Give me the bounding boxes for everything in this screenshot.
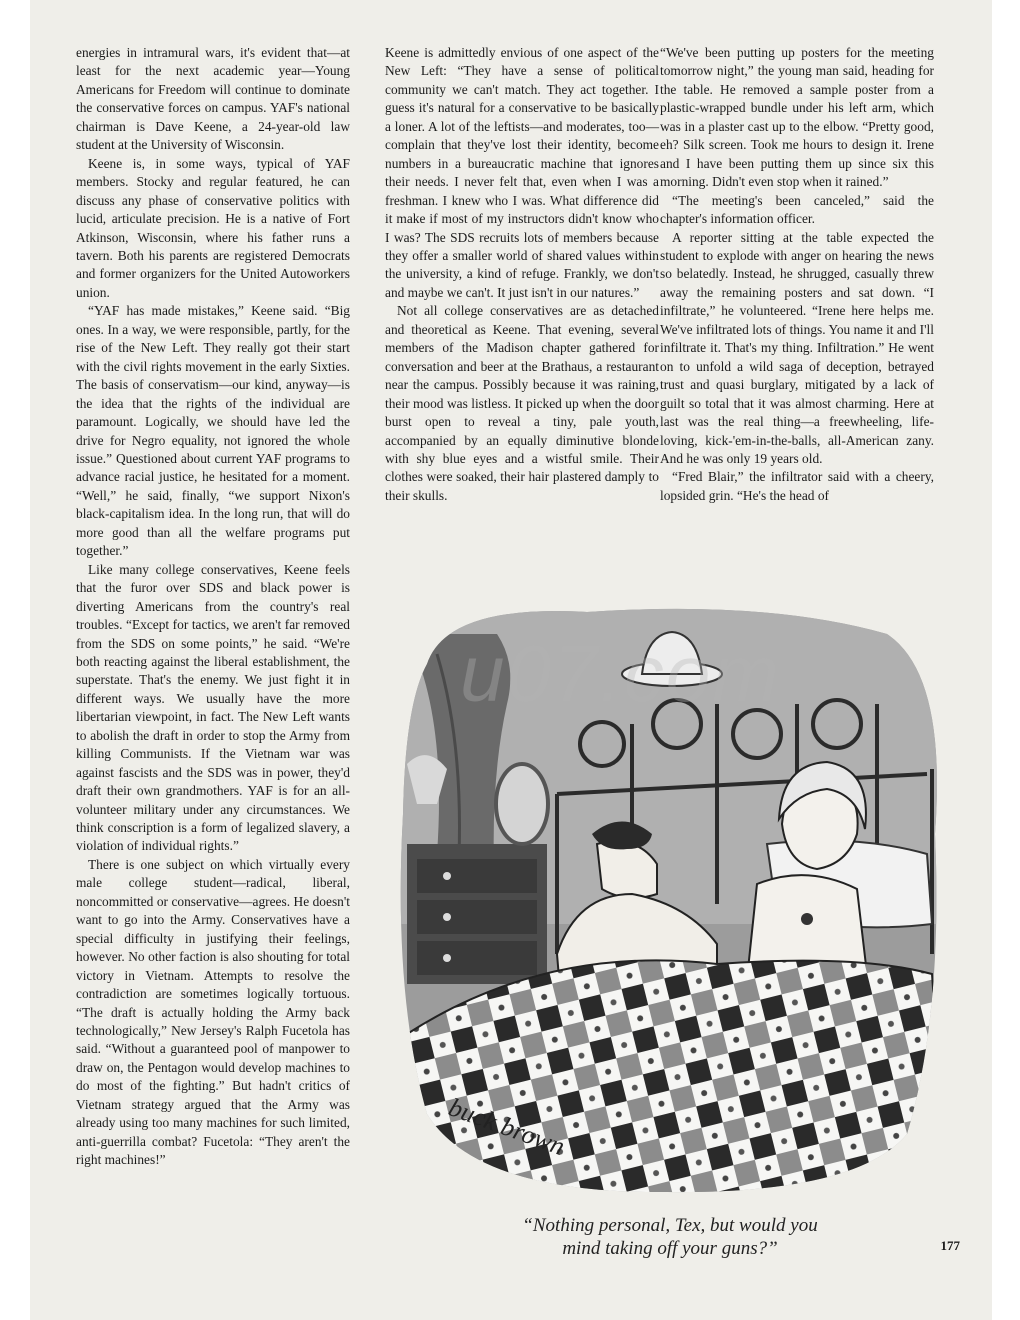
cartoon-caption: [450, 1214, 890, 1260]
paragraph: “Fred Blair,” the infiltrator said with a cheery, lopsided grin. “He's the head of: [660, 469, 934, 503]
paragraph: “We've been putting up posters for the meeting tomorrow night,” the young man said, heading for the table. He removed a sample poster from a plastic-wrapped bundle under his left arm, which was in a plaster cast up to the elbow. “Pretty good, eh? Silk screen. Took me hours to design it. Irene and I have been putting them up since six this morning. Didn't even stop when it rained.”: [660, 45, 934, 190]
article-column-1: [76, 44, 350, 1259]
watermark: u07.com: [460, 629, 781, 718]
article-column-3: [660, 44, 934, 574]
caption-line: “Nothing personal, Tex, but would you: [522, 1215, 818, 1236]
paragraph: energies in intramural wars, it's evident that—at least for the next academic year—Young Americans for Freedom will continue to dominate the conservative forces on campus. YAF's national chairman is Dave Keene, a 24-year-old law student at the University of Wisconsin.: [76, 45, 350, 153]
paragraph: “YAF has made mistakes,” Keene said. “Big ones. In a way, we were responsible, partly, for the rise of the New Left. They really got their start with the civil rights movement in the early Sixties. The basis of conservatism—our kind, anyway—is the idea that the rights of the individual are paramount. Logically, we should have led the drive for Negro equality, not ignored the whole issue.” Questioned about current YAF programs to advance racial justice, he hesitated for a moment. “Well,” he said, finally, “we support Nixon's black-capitalism idea. In the long run, that will do more good than all the welfare programs put together.”: [76, 303, 350, 559]
paragraph: Keene is, in some ways, typical of YAF members. Stocky and regular featured, he can discuss any phase of conservative politics with lucid, articulate precision. He is a native of Fort Atkinson, Wisconsin, where his father runs a tavern. Both his parents are registered Democrats and former organizers for the United Autoworkers union.: [76, 155, 350, 300]
page-number: 177: [940, 1238, 960, 1253]
cartoon-illustration: [387, 594, 949, 1204]
article-column-2: [385, 44, 659, 574]
paragraph: There is one subject on which virtually every male college student—radical, liberal, noncommitted or conservative—agrees. He doesn't want to go into the Army. Conservatives have a special difficulty in justifying their feelings, however. No other faction is also shouting for total victory in Vietnam. Attempts to resolve the contradiction are sometimes logically tortuous. “The draft is actually holding the Army back technologically,” New Jersey's Ralph Fucetola has said. “Without a guaranteed pool of manpower to draw on, the Pentagon would develop machines to do most of the fighting.” But hadn't critics of Vietnam strategy argued that the Army was already using too many machines for such limited, anti-guerrilla combat? Fucetola: “They aren't the right machines!”: [76, 856, 350, 1168]
magazine-page: [30, 0, 992, 1320]
paragraph: “The meeting's been canceled,” said the chapter's information officer.: [660, 192, 934, 227]
paragraph: Like many college conservatives, Keene feels that the furor over SDS and black power is diverting Americans from the country's real troubles. “Except for tactics, we aren't far removed from the SDS on some points,” he said. “We're both reacting against the liberal establishment, the superstate. That's the enemy. We just fight it in different ways. We usually have the more libertarian viewpoint, in fact. The New Left wants to abolish the draft in order to stop the Army from killing Communists. If the Vietnam war was against fascists and the SDS was in power, they'd draft their own grandmothers. YAF is for an all-volunteer military under any circumstances. We think conscription is a form of legalized slavery, a violation of individual rights.”: [76, 561, 350, 854]
paragraph: A reporter sitting at the table expected the student to explode with anger on hearing the news so belatedly. Instead, he shrugged, casually threw away the remaining posters and sat down. “I infiltrate,” he volunteered. “Irene here helps me. We've infiltrated lots of things. You name it and I'll infiltrate it. That's my thing. Infiltration.” He went on to unfold a wild saga of deception, betrayed trust and quasi burglary, mitigated by a lack of guilt so total that it was almost charming. Here at last was the real thing—a freewheeling, life-loving, kick-'em-in-the-balls, all-American zany. And he was only 19 years old.: [660, 229, 934, 466]
paragraph: Keene is admittedly envious of one aspect of the New Left: “They have a sense of political community we can't match. They act together. I guess it's natural for a conservative to be basically a loner. A lot of the leftists—and moderates, too—complain that they've lost their identity, become numbers in a bureaucratic machine that ignores their needs. I never felt that, even when I was a freshman. I knew who I was. What difference did it make if most of my instructors didn't know who I was? The SDS recruits lots of members because they offer a smaller world of shared values within the university, a kind of refuge. Frankly, we don't and maybe we can't. It just isn't in our natures.”: [385, 45, 659, 300]
artist-signature: buck brown: [444, 1092, 569, 1162]
paragraph: Not all college conservatives are as detached and theoretical as Keene. That evening, several members of the Madison chapter gathered for conversation and beer at the Brathaus, a restaurant near the campus. Possibly because it was raining, their mood was listless. It picked up when the door burst open to reveal a tiny, pale youth, accompanied by an equally diminutive blonde with shy blue eyes and a wistful smile. Their clothes were soaked, their hair plastered damply to their skulls.: [385, 303, 659, 503]
caption-line: mind taking off your guns?”: [562, 1238, 778, 1259]
